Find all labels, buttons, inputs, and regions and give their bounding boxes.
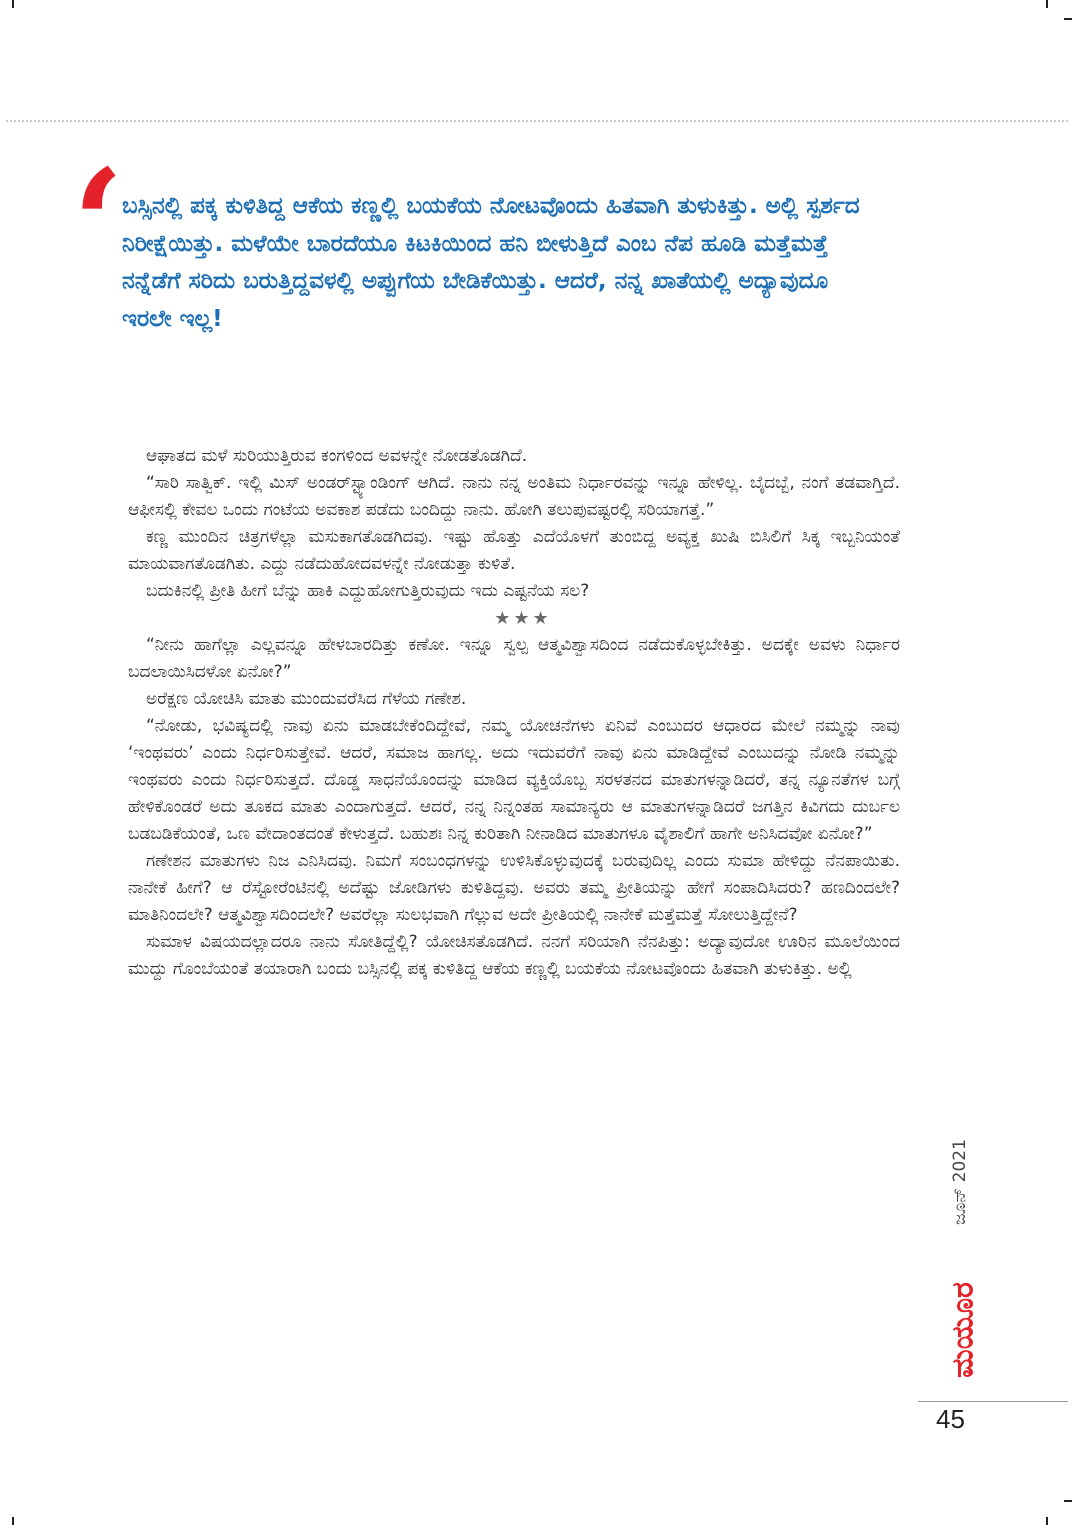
crop-mark-right-top [1064, 18, 1072, 20]
paragraph: ಗಣೇಶನ ಮಾತುಗಳು ನಿಜ ಎನಿಸಿದವು. ನಿಮಗೆ ಸಂಬಂಧಗಳನ್ನು ಉಳಿಸಿಕೊಳ್ಳುವುದಕ್ಕೆ ಬರುವುದಿಲ್ಲ ಎಂದು ಸುಮಾ ಹೇಳಿದ್ದು ನೆನಪಾಯಿತು. ನಾನೇಕೆ ಹೀಗೆ? ಆ ರೆಸ್ಟೋರೆಂಟಿನಲ್ಲಿ ಅದೆಷ್ಟು ಜೋಡಿಗಳು ಕುಳಿತಿದ್ದವು. ಅವರು ತಮ್ಮ ಪ್ರೀತಿಯನ್ನು ಹೇಗೆ ಸಂಪಾದಿಸಿದರು? ಹಣದಿಂದಲೇ? ಮಾತಿನಿಂದಲೇ? ಆತ್ಮವಿಶ್ವಾಸದಿಂದಲೇ? ಅವರೆಲ್ಲಾ ಸುಲಭವಾಗಿ ಗೆಲ್ಲುವ ಅದೇ ಪ್ರೀತಿಯಲ್ಲಿ ನಾನೇಕೆ ಮತ್ತೆಮತ್ತೆ ಸೋಲುತ್ತಿದ್ದೇನೆ? [128, 851, 900, 925]
paragraph: “ಸಾರಿ ಸಾತ್ವಿಕ್. ಇಲ್ಲಿ ಮಿಸ್ ಅಂಡರ್‌ಸ್ಟ್ಯಾಂಡಿಂಗ್ ಆಗಿದೆ. ನಾನು ನನ್ನ ಅಂತಿಮ ನಿರ್ಧಾರವನ್ನು ಇನ್ನೂ ಹೇಳಿಲ್ಲ. ಬೈದಬ್ಬೆ, ನಂಗೆ ತಡವಾಗ್ತಿದೆ. ಆಫೀಸಲ್ಲಿ ಕೇವಲ ಒಂದು ಗಂಟೆಯ ಅವಕಾಶ ಪಡೆದು ಬಂದಿದ್ದು ನಾನು. ಹೋಗಿ ತಲುಪುವಷ್ಟರಲ್ಲಿ ಸರಿಯಾಗತ್ತೆ.” [128, 473, 900, 520]
paragraph: “ನೀನು ಹಾಗೆಲ್ಲಾ ಎಲ್ಲವನ್ನೂ ಹೇಳಬಾರದಿತ್ತು ಕಣೋ. ಇನ್ನೂ ಸ್ವಲ್ಪ ಆತ್ಮವಿಶ್ವಾಸದಿಂದ ನಡೆದುಕೊಳ್ಳಬೇಕಿತ್ತು. ಅದಕ್ಕೇ ಅವಳು ನಿರ್ಧಾರ ಬದಲಾಯಿಸಿದಳೋ ಏನೋ?” [128, 635, 900, 682]
crop-mark-right-bottom [1064, 1500, 1072, 1502]
article-body [128, 443, 900, 983]
dotted-divider [6, 120, 1068, 122]
issue-date: ಜೂನ್ 2021 [950, 1139, 970, 1225]
magazine-logo: ಮಯೂರ [945, 1282, 981, 1378]
page-number-rule [918, 1401, 1068, 1402]
crop-mark-bottom-right [1046, 1517, 1048, 1525]
page-number: 45 [936, 1404, 965, 1434]
quote-mark-icon: ‘ [72, 137, 125, 313]
crop-mark-top-right [1046, 0, 1048, 8]
paragraph: ಸುಮಾಳ ವಿಷಯದಲ್ಲಾದರೂ ನಾನು ಸೋತಿದ್ದೆಲ್ಲಿ? ಯೋಚಿಸತೊಡಗಿದೆ. ನನಗೆ ಸರಿಯಾಗಿ ನೆನಪಿತ್ತು: ಅದ್ಯಾವುದೋ ಊರಿನ ಮೂಲೆಯಿಂದ ಮುದ್ದು ಗೊಂಬೆಯಂತೆ ತಯಾರಾಗಿ ಬಂದು ಬಸ್ಸಿನಲ್ಲಿ ಪಕ್ಕ ಕುಳಿತಿದ್ದ ಆಕೆಯ ಕಣ್ಣಲ್ಲಿ ಬಯಕೆಯ ನೋಟವೊಂದು ಹಿತವಾಗಿ ತುಳುಕಿತ್ತು. ಅಲ್ಲಿ [128, 932, 900, 979]
section-separator: ★★★ [494, 608, 552, 629]
paragraph: ಕಣ್ಣ ಮುಂದಿನ ಚಿತ್ರಗಳೆಲ್ಲಾ ಮಸುಕಾಗತೊಡಗಿದವು. ಇಷ್ಟು ಹೊತ್ತು ಎದೆಯೊಳಗೆ ತುಂಬಿದ್ದ ಅವ್ಯಕ್ತ ಖುಷಿ ಬಿಸಿಲಿಗೆ ಸಿಕ್ಕ ಇಬ್ಬನಿಯಂತೆ ಮಾಯವಾಗತೊಡಗಿತು. ಎದ್ದು ನಡೆದುಹೋದವಳನ್ನೇ ನೋಡುತ್ತಾ ಕುಳಿತೆ. [128, 527, 900, 574]
crop-mark-top-left [12, 0, 14, 8]
paragraph: ಆಘಾತದ ಮಳೆ ಸುರಿಯುತ್ತಿರುವ ಕಂಗಳಿಂದ ಅವಳನ್ನೇ ನೋಡತೊಡಗಿದೆ. [146, 446, 528, 466]
crop-mark-bottom-left [12, 1517, 14, 1525]
paragraph: “ನೋಡು, ಭವಿಷ್ಯದಲ್ಲಿ ನಾವು ಏನು ಮಾಡಬೇಕೆಂದಿದ್ದೇವೆ, ನಮ್ಮ ಯೋಚನೆಗಳು ಏನಿವೆ ಎಂಬುದರ ಆಧಾರದ ಮೇಲೆ ನಮ್ಮನ್ನು ನಾವು ‘ಇಂಥವರು’ ಎಂದು ನಿರ್ಧರಿಸುತ್ತೇವೆ. ಆದರೆ, ಸಮಾಜ ಹಾಗಲ್ಲ. ಅದು ಇದುವರೆಗೆ ನಾವು ಏನು ಮಾಡಿದ್ದೇವೆ ಎಂಬುದನ್ನು ನೋಡಿ ನಮ್ಮನ್ನು ಇಂಥವರು ಎಂದು ನಿರ್ಧರಿಸುತ್ತದೆ. ದೊಡ್ಡ ಸಾಧನೆಯೊಂದನ್ನು ಮಾಡಿದ ವ್ಯಕ್ತಿಯೊಬ್ಬ ಸರಳತನದ ಮಾತುಗಳನ್ನಾಡಿದರೆ, ತನ್ನ ನ್ಯೂನತೆಗಳ ಬಗ್ಗೆ ಹೇಳಿಕೊಂಡರೆ ಅದು ತೂಕದ ಮಾತು ಎಂದಾಗುತ್ತದೆ. ಆದರೆ, ನನ್ನ ನಿನ್ನಂತಹ ಸಾಮಾನ್ಯರು ಆ ಮಾತುಗಳನ್ನಾಡಿದರೆ ಜಗತ್ತಿನ ಕಿವಿಗದು ದುರ್ಬಲ ಬಡಬಡಿಕೆಯಂತೆ, ಒಣ ವೇದಾಂತದಂತೆ ಕೇಳುತ್ತದೆ. ಬಹುಶಃ ನಿನ್ನ ಕುರಿತಾಗಿ ನೀನಾಡಿದ ಮಾತುಗಳೂ ವೈಶಾಲಿಗೆ ಹಾಗೇ ಅನಿಸಿದವೋ ಏನೋ?” [128, 716, 900, 844]
paragraph: ಬದುಕಿನಲ್ಲಿ ಪ್ರೀತಿ ಹೀಗೆ ಬೆನ್ನು ಹಾಕಿ ಎದ್ದುಹೋಗುತ್ತಿರುವುದು ಇದು ಎಷ್ಟನೆಯ ಸಲ? [146, 581, 590, 601]
paragraph: ಅರೆಕ್ಷಣ ಯೋಚಿಸಿ ಮಾತು ಮುಂದುವರೆಸಿದ ಗೆಳೆಯ ಗಣೇಶ. [146, 689, 467, 709]
pull-quote: ಬಸ್ಸಿನಲ್ಲಿ ಪಕ್ಕ ಕುಳಿತಿದ್ದ ಆಕೆಯ ಕಣ್ಣಲ್ಲಿ ಬಯಕೆಯ ನೋಟವೊಂದು ಹಿತವಾಗಿ ತುಳುಕಿತ್ತು. ಅಲ್ಲಿ ಸ್ಪರ್ಶದ ನಿರೀಕ್ಷೆಯಿತ್ತು. ಮಳೆಯೇ ಬಾರದೆಯೂ ಕಿಟಕಿಯಿಂದ ಹನಿ ಬೀಳುತ್ತಿದೆ ಎಂಬ ನೆಪ ಹೂಡಿ ಮತ್ತೆಮತ್ತೆ ನನ್ನೆಡೆಗೆ ಸರಿದು ಬರುತ್ತಿದ್ದವಳಲ್ಲಿ ಅಪ್ಪುಗೆಯ ಬೇಡಿಕೆಯಿತ್ತು. ಆದರೆ, ನನ್ನ ಖಾತೆಯಲ್ಲಿ ಅದ್ಯಾವುದೂ ಇರಲೇ ಇಲ್ಲ! [122, 193, 860, 332]
